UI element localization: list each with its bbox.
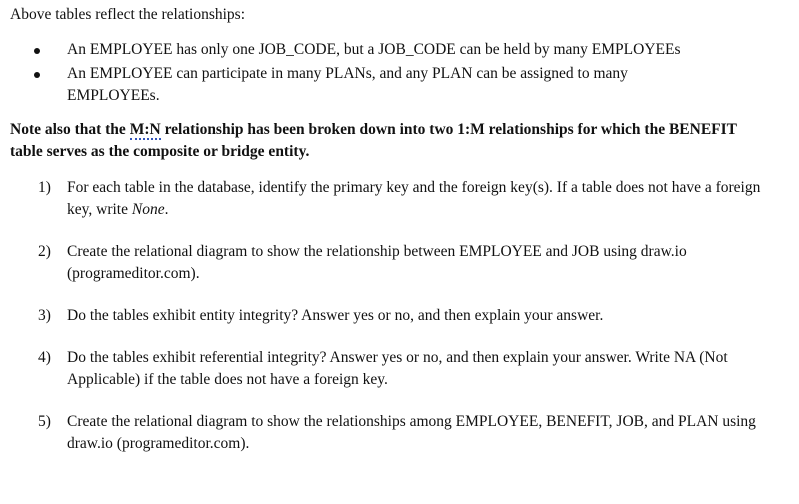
bullet-item — [10, 39, 707, 61]
question-text: Create the relational diagram to show the relationships among EMPLOYEE, BENEFIT, JOB, and PLAN using draw.io (programeditor.com). — [67, 413, 756, 452]
question-number: 1) — [38, 179, 51, 196]
question-item — [10, 347, 767, 391]
question-text: Do the tables exhibit entity integrity? Answer yes or no, and then explain your answer. — [67, 307, 604, 324]
question-number: 3) — [38, 307, 51, 324]
note-text-start: Note also that the — [10, 121, 130, 138]
question-list — [10, 177, 790, 455]
question-item — [10, 241, 767, 285]
relationship-list — [10, 39, 790, 107]
question-number: 4) — [38, 349, 51, 366]
bullet-item — [10, 63, 707, 107]
question-emphasis: None — [131, 201, 165, 218]
intro-text: Above tables reflect the relationships: — [10, 6, 246, 23]
document-page — [10, 4, 790, 455]
question-number: 5) — [38, 413, 51, 430]
question-text: For each table in the database, identify the primary key and the foreign key(s). If a table does not have a foreign key, write — [67, 179, 761, 218]
question-item — [10, 177, 767, 221]
bullet-text: An EMPLOYEE can participate in many PLANs, and any PLAN can be assigned to many EMPLOYEEs. — [67, 65, 628, 104]
note-paragraph — [10, 119, 770, 163]
bullet-icon — [34, 72, 40, 78]
note-text-end: relationship has been broken down into two 1:M relationships for which the BENEFIT table serves as the composite or bridge entity. — [10, 121, 737, 160]
question-item — [10, 305, 767, 327]
bullet-text: An EMPLOYEE has only one JOB_CODE, but a JOB_CODE can be held by many EMPLOYEEs — [67, 41, 681, 58]
question-end: . — [164, 201, 169, 218]
question-text: Do the tables exhibit referential integrity? Answer yes or no, and then explain your answer. Write NA (Not Applicable) if the table does not have a foreign key. — [67, 349, 728, 388]
bullet-icon — [34, 48, 40, 54]
note-highlight-mn: M:N — [129, 121, 161, 138]
question-text: Create the relational diagram to show the relationship between EMPLOYEE and JOB using draw.io (programeditor.com). — [67, 243, 687, 282]
question-item — [10, 411, 767, 455]
question-number: 2) — [38, 243, 51, 260]
